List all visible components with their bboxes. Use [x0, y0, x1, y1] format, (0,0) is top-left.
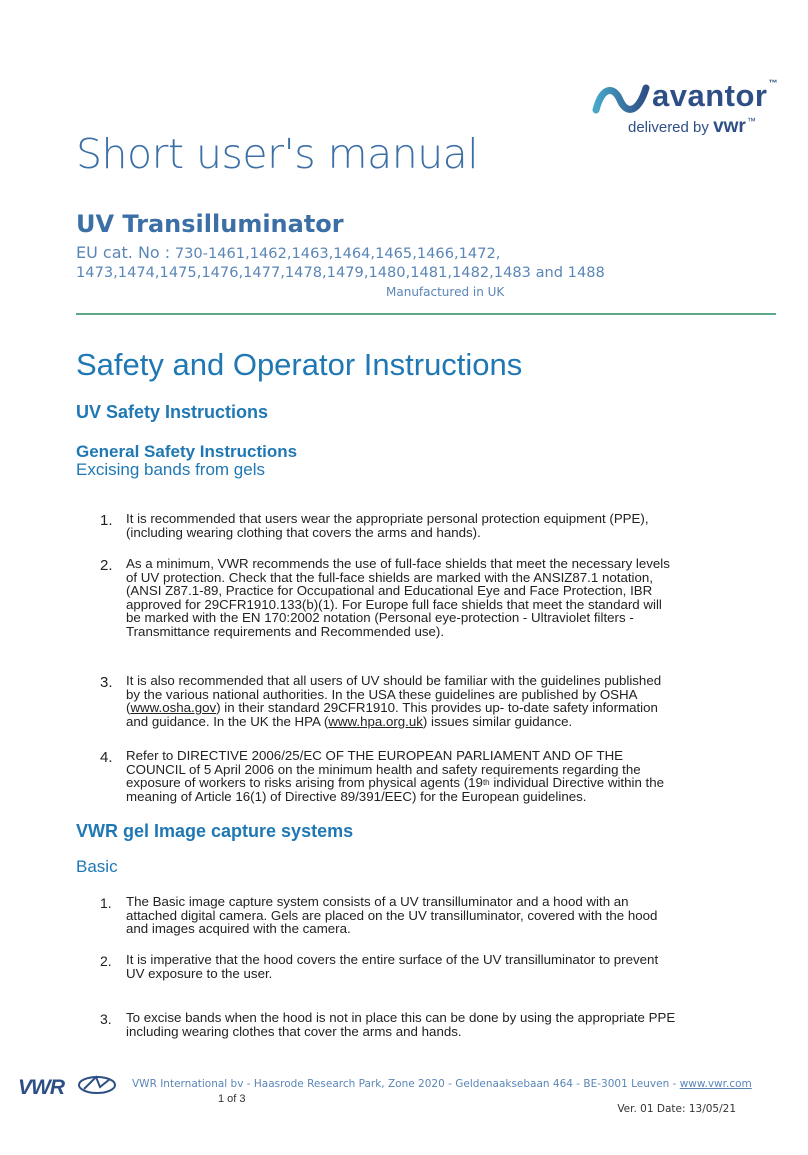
footer-address — [132, 1078, 752, 1090]
section-title: Safety and Operator Instructions — [76, 347, 523, 382]
list-text-fragment: and guidance. In the UK the HPA ( — [126, 713, 329, 729]
list-number: 1. — [100, 512, 113, 529]
list-text-fragment: ) in their standard 29CFR1910. This provides up- to-date safety information — [216, 700, 658, 716]
vwr-footer-logo — [18, 1073, 118, 1099]
list-text-line: approved for 29CFR1910.133(b)(1). For Europe full face shields that meet the standard will — [126, 596, 662, 612]
list-text-line: To excise bands when the hood is not in place this can be done by using the appropriate PPE — [126, 1010, 676, 1025]
delivered-by-text: delivered by — [628, 119, 709, 136]
avantor-mark-icon — [592, 82, 652, 116]
capture-systems-heading: VWR gel Image capture systems — [76, 821, 354, 841]
general-safety-heading: General Safety Instructions — [76, 442, 298, 461]
list-item — [100, 1011, 708, 1038]
list-text-line: (ANSI Z87.1-89, Practice for Occupational and Educational Eye and Face Protection, IBR — [126, 583, 653, 599]
avantor-logo — [592, 78, 792, 138]
page-number: 1 of 3 — [218, 1093, 246, 1105]
list-number: 3. — [100, 1011, 112, 1027]
list-text-fragment: individual Directive within the — [489, 775, 665, 791]
list-text-fragment: ( — [126, 700, 131, 716]
list-text-line: The Basic image capture system consists of a UV transilluminator and a hood with an — [126, 894, 629, 909]
list-number: 1. — [100, 895, 112, 911]
list-text-fragment: ) issues similar guidance. — [422, 713, 573, 729]
catalog-values-1: 730-1461,1462,1463,1464,1465,1466,1472, — [174, 245, 501, 262]
hpa-link[interactable]: www.hpa.org.uk — [328, 713, 423, 729]
osha-link[interactable]: www.osha.gov — [130, 700, 217, 716]
list-text-line: COUNCIL of 5 April 2006 on the minimum health and safety requirements regarding the — [126, 761, 641, 777]
list-number: 4. — [100, 749, 113, 766]
list-number: 2. — [100, 557, 113, 574]
footer-address-text: VWR International bv - Haasrode Research Park, Zone 2020 - Geldenaaksebaan 464 - BE-3001 Leuven - — [132, 1078, 680, 1090]
list-item — [100, 749, 708, 803]
list-number: 2. — [100, 953, 112, 969]
header-divider — [76, 313, 776, 315]
superscript: th — [482, 778, 490, 788]
list-number: 3. — [100, 674, 113, 691]
list-item — [100, 512, 708, 539]
footer-website-link[interactable]: www.vwr.com — [679, 1078, 752, 1090]
vwr-footer-wordmark: VWR — [18, 1076, 64, 1099]
list-text-line: of UV protection. Check that the full-face shields are marked with the ANSIZ87.1 notation, — [126, 569, 653, 585]
list-text-line: attached digital camera. Gels are placed on the UV transilluminator, covered with the hood — [126, 907, 658, 923]
list-text-line: As a minimum, VWR recommends the use of full-face shields that meet the necessary levels — [126, 556, 670, 571]
excising-subheading: Excising bands from gels — [76, 460, 265, 479]
list-text-line: Transmittance requirements and Recommended use). — [126, 623, 445, 639]
basic-subheading: Basic — [76, 857, 118, 876]
list-text-line: It is imperative that the hood covers the entire surface of the UV transilluminator to prevent — [126, 952, 659, 967]
list-item — [100, 895, 708, 936]
document-title: Short user's manual — [76, 130, 479, 178]
product-name: UV Transilluminator — [76, 210, 344, 238]
list-text-line: (including wearing clothing that covers the arms and hands). — [126, 524, 481, 540]
manufactured-note: Manufactured in UK — [386, 285, 505, 299]
vwr-swoosh-icon — [76, 1073, 118, 1097]
list-text-line: It is recommended that users wear the appropriate personal protection equipment (PPE), — [126, 511, 649, 526]
uv-safety-heading: UV Safety Instructions — [76, 402, 269, 422]
list-item — [100, 953, 708, 980]
brand-trademark: ™ — [768, 78, 778, 88]
list-text-line: by the various national authorities. In the USA these guidelines are published by OSHA — [126, 686, 638, 702]
catalog-numbers-line2: 1473,1474,1475,1476,1477,1478,1479,1480,1481,1482,1483 and 1488 — [76, 264, 605, 281]
list-item — [100, 557, 708, 639]
list-text-line: including wearing clothes that cover the arms and hands. — [126, 1023, 462, 1039]
version-date: Ver. 01 Date: 13/05/21 — [617, 1103, 736, 1115]
list-text-line: UV exposure to the user. — [126, 965, 273, 981]
vwr-wordmark: vwr — [713, 116, 746, 137]
brand-name: avantor — [652, 78, 768, 113]
vwr-trademark: ™ — [746, 116, 756, 126]
list-text-line: It is also recommended that all users of UV should be familiar with the guidelines published — [126, 673, 662, 688]
catalog-label: EU cat. No : — [76, 243, 171, 262]
list-text-line: be marked with the EN 170:2002 notation (Personal eye-protection - Ultraviolet filters - — [126, 610, 634, 626]
list-text-fragment: exposure of workers to risks arising from physical agents (19 — [126, 775, 483, 791]
list-text-line: meaning of Article 16(1) of Directive 89/391/EEC) for the European guidelines. — [126, 788, 587, 804]
catalog-numbers-line1 — [76, 243, 500, 262]
list-item — [100, 674, 708, 728]
list-text-line: and images acquired with the camera. — [126, 921, 351, 937]
list-text-line: Refer to DIRECTIVE 2006/25/EC OF THE EUROPEAN PARLIAMENT AND OF THE — [126, 748, 624, 763]
